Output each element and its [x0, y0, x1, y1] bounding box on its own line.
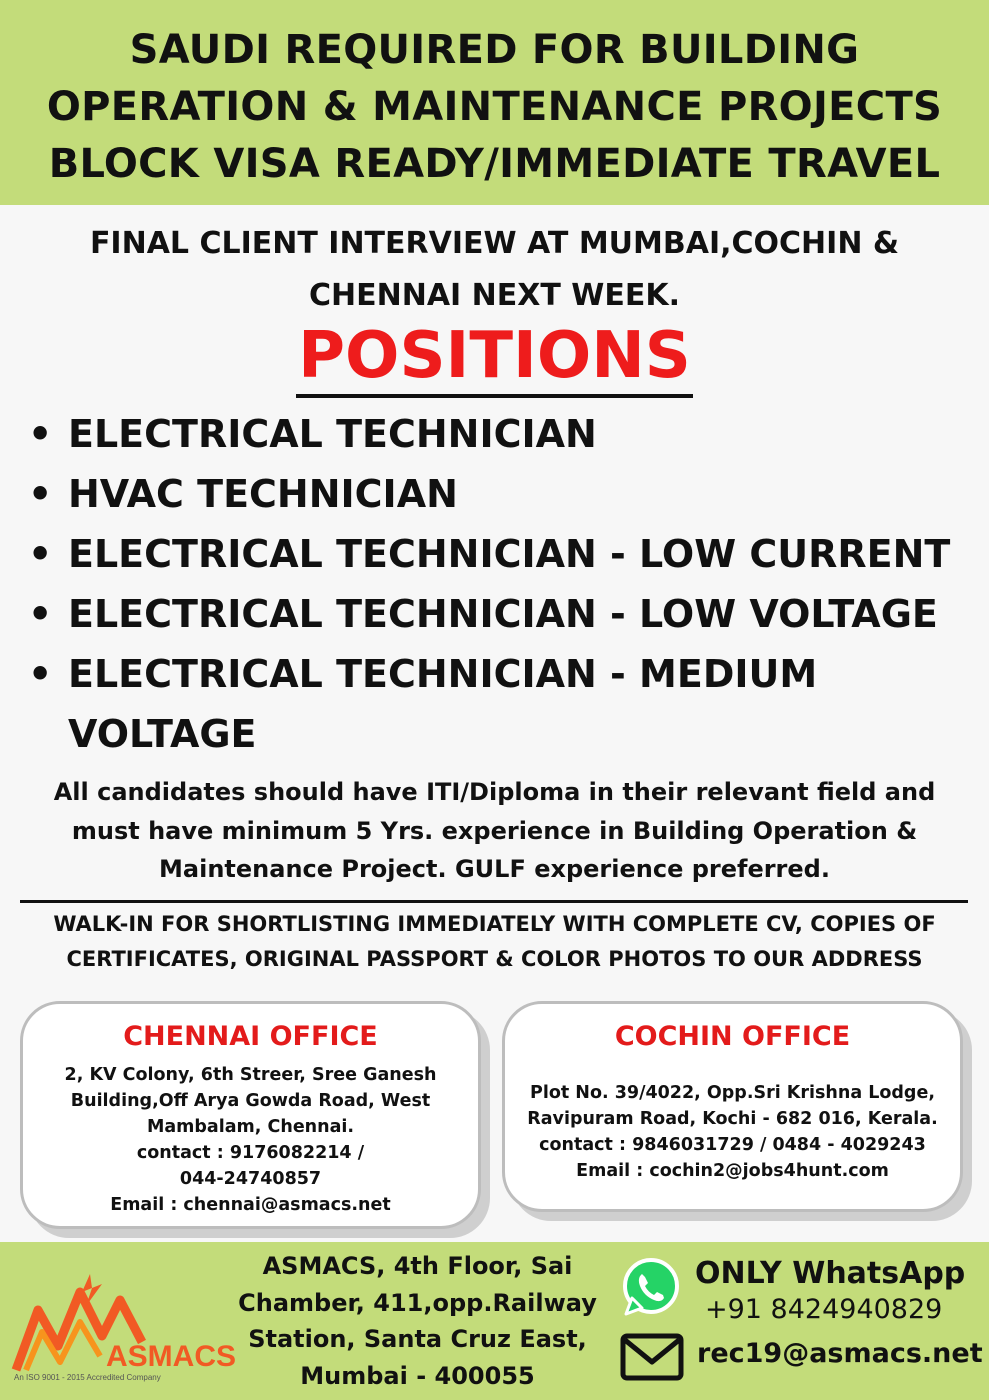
bullet: • [28, 472, 53, 516]
whatsapp-icon[interactable] [620, 1256, 682, 1318]
mail-icon[interactable] [620, 1332, 684, 1382]
bullet: • [28, 652, 53, 696]
chennai-office-details [23, 1062, 478, 1218]
requirements-line: must have minimum 5 Yrs. experience in Building Operation & [71, 816, 918, 845]
asmacs-logo [10, 1270, 245, 1382]
headline-line: BLOCK VISA READY/IMMEDIATE TRAVEL [48, 141, 941, 187]
position-label: ELECTRICAL TECHNICIAN - LOW VOLTAGE [68, 592, 938, 636]
chennai-contact: 044-24740857 [179, 1169, 322, 1189]
interview-notice [0, 218, 989, 322]
walkin-line: WALK-IN FOR SHORTLISTING IMMEDIATELY WITH COMPLETE CV, COPIES OF [53, 912, 936, 936]
chennai-address-line: 2, KV Colony, 6th Streer, Sree Ganesh [64, 1065, 437, 1085]
divider [20, 900, 968, 903]
whatsapp-phone[interactable]: +91 8424940829 [705, 1294, 943, 1325]
logo-tagline: An ISO 9001 - 2015 Accredited Company [14, 1373, 161, 1382]
position-item [28, 464, 978, 524]
chennai-office-title: CHENNAI OFFICE [123, 1021, 378, 1052]
footer-band [0, 1242, 989, 1400]
headline [0, 0, 989, 193]
header-band [0, 0, 989, 205]
chennai-contact: contact : 9176082214 / [136, 1143, 365, 1163]
cochin-address-line: Ravipuram Road, Kochi - 682 016, Kerala. [527, 1109, 938, 1129]
position-label: HVAC TECHNICIAN [68, 472, 458, 516]
contact-email[interactable]: rec19@asmacs.net [697, 1338, 983, 1369]
cochin-office-title: COCHIN OFFICE [614, 1021, 851, 1052]
position-item [28, 584, 978, 644]
cochin-address-line: Plot No. 39/4022, Opp.Sri Krishna Lodge, [530, 1083, 935, 1103]
interview-line: FINAL CLIENT INTERVIEW AT MUMBAI,COCHIN & [89, 226, 900, 261]
positions-list [28, 404, 978, 764]
position-label: ELECTRICAL TECHNICIAN - LOW CURRENT [68, 532, 951, 576]
head-office-address [230, 1248, 605, 1394]
positions-title: POSITIONS [296, 318, 693, 398]
address-line: Station, Santa Cruz East, [248, 1325, 587, 1353]
bullet: • [28, 592, 53, 636]
position-item [28, 644, 978, 764]
headline-line: SAUDI REQUIRED FOR BUILDING [129, 27, 860, 73]
address-line: ASMACS, 4th Floor, Sai [262, 1252, 573, 1280]
positions-heading [0, 318, 989, 398]
chennai-address-line: Mambalam, Chennai. [146, 1117, 355, 1137]
chennai-email[interactable]: Email : chennai@asmacs.net [110, 1195, 391, 1215]
position-item [28, 404, 978, 464]
whatsapp-title: ONLY WhatsApp [695, 1256, 966, 1291]
interview-line: CHENNAI NEXT WEEK. [308, 278, 680, 313]
requirements-line: Maintenance Project. GULF experience preferred. [159, 855, 830, 883]
position-label: ELECTRICAL TECHNICIAN - MEDIUM VOLTAGE [68, 652, 818, 756]
walkin-line: CERTIFICATES, ORIGINAL PASSPORT & COLOR PHOTOS TO OUR ADDRESS [66, 947, 923, 971]
requirements-line: All candidates should have ITI/Diploma in their relevant field and [53, 778, 936, 806]
chennai-address-line: Building,Off Arya Gowda Road, West [70, 1091, 431, 1111]
bullet: • [28, 532, 53, 576]
cochin-office-card [502, 1001, 963, 1212]
cochin-contact: contact : 9846031729 / 0484 - 4029243 [539, 1135, 926, 1155]
cochin-office-details [505, 1080, 960, 1184]
chennai-office-card [20, 1001, 481, 1229]
requirements [20, 773, 969, 889]
address-line: Chamber, 411,opp.Railway [238, 1288, 597, 1317]
headline-line: OPERATION & MAINTENANCE PROJECTS [46, 84, 943, 130]
address-line: Mumbai - 400055 [300, 1361, 535, 1390]
walkin-notice [10, 907, 979, 977]
cochin-email[interactable]: Email : cochin2@jobs4hunt.com [576, 1161, 889, 1181]
position-label: ELECTRICAL TECHNICIAN [68, 412, 597, 456]
logo-text: ASMACS [106, 1340, 237, 1373]
bullet: • [28, 412, 53, 456]
position-item [28, 524, 978, 584]
